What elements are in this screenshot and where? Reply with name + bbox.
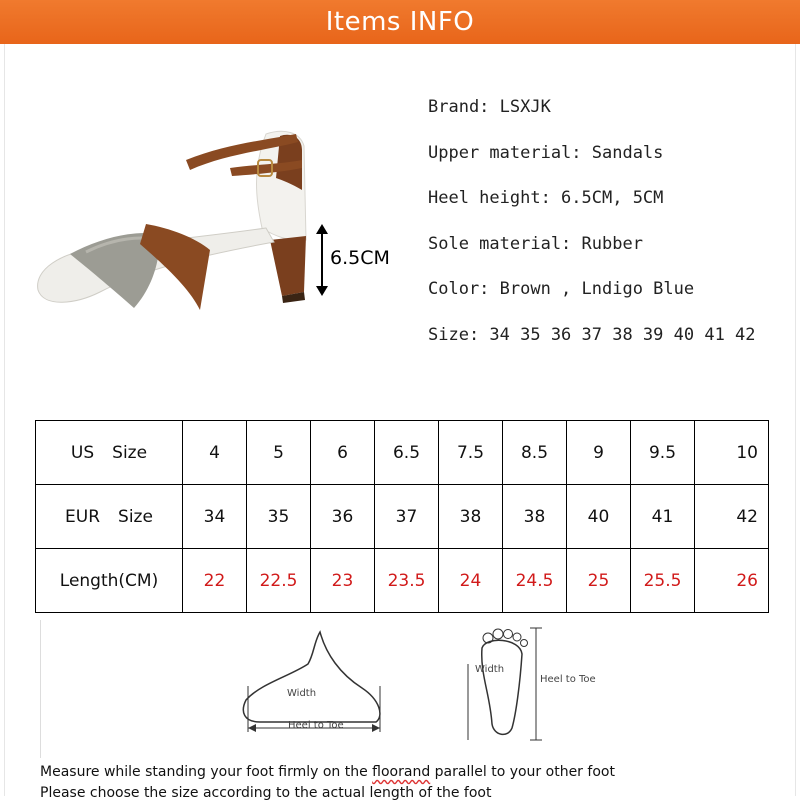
- row-label-a: US: [70, 442, 95, 463]
- table-cell: 7.5: [439, 421, 503, 485]
- table-cell: 10: [695, 421, 769, 485]
- table-cell: 37: [375, 485, 439, 549]
- row-label-b: Size: [118, 506, 153, 527]
- info-brand: Brand: LSXJK: [428, 97, 551, 117]
- row-label-a: Length(CM): [59, 570, 159, 591]
- instruction-line-2: Please choose the size according to the actual length of the foot: [40, 785, 492, 801]
- table-cell: 5: [247, 421, 311, 485]
- table-cell: 8.5: [503, 421, 567, 485]
- table-row-length: [36, 549, 769, 613]
- table-cell: 6: [311, 421, 375, 485]
- table-cell: 41: [631, 485, 695, 549]
- info-color: Color: Brown , Lndigo Blue: [428, 279, 695, 300]
- table-cell: 38: [503, 485, 567, 549]
- table-cell: 25: [567, 549, 631, 613]
- row-label: [36, 485, 183, 549]
- top-heel-to-toe-label: Heel to Toe: [540, 674, 596, 685]
- top-width-label: Width: [475, 664, 505, 675]
- table-cell: 40: [567, 485, 631, 549]
- table-cell: 23.5: [375, 549, 439, 613]
- table-cell: 38: [439, 485, 503, 549]
- table-cell: 9.5: [631, 421, 695, 485]
- heel-height-marker: 6.5CM: [330, 247, 390, 269]
- table-cell: 26: [695, 549, 769, 613]
- instruction-1b: floorand: [372, 764, 431, 780]
- sandal-product-image: [30, 120, 400, 350]
- row-label-a: EUR: [65, 506, 101, 527]
- width-label: Width: [287, 688, 317, 699]
- header-banner: [0, 0, 800, 44]
- table-cell: 9: [567, 421, 631, 485]
- table-cell: 22: [183, 549, 247, 613]
- row-label-b: Size: [112, 442, 148, 463]
- table-cell: 35: [247, 485, 311, 549]
- info-sole-material: Sole material: Rubber: [428, 233, 643, 254]
- instruction-1a: Measure while standing your foot firmly on the: [40, 764, 373, 780]
- table-cell: 25.5: [631, 549, 695, 613]
- table-cell: 36: [311, 485, 375, 549]
- table-cell: 34: [183, 485, 247, 549]
- row-label: [36, 421, 183, 485]
- table-cell: 23: [311, 549, 375, 613]
- measure-instructions: [40, 762, 615, 804]
- table-cell: 4: [183, 421, 247, 485]
- size-chart-table: [35, 420, 769, 613]
- table-cell: 42: [695, 485, 769, 549]
- header-title: Items INFO: [325, 7, 475, 37]
- table-row-eur: [36, 485, 769, 549]
- instruction-1c: parallel to your other foot: [430, 764, 615, 780]
- heel-to-toe-label: Heel to Toe: [288, 720, 344, 731]
- product-info-list: [428, 97, 756, 371]
- instruction-line-1: [40, 762, 615, 783]
- table-cell: 22.5: [247, 549, 311, 613]
- table-cell: 6.5: [375, 421, 439, 485]
- row-label: [36, 549, 183, 613]
- table-row-us: [36, 421, 769, 485]
- table-cell: 24: [439, 549, 503, 613]
- info-heel-height: Heel height: 6.5CM, 5CM: [428, 188, 664, 209]
- info-upper-material: Upper material: Sandals: [428, 142, 664, 163]
- info-size: Size: 34 35 36 37 38 39 40 41 42: [428, 324, 756, 345]
- table-cell: 24.5: [503, 549, 567, 613]
